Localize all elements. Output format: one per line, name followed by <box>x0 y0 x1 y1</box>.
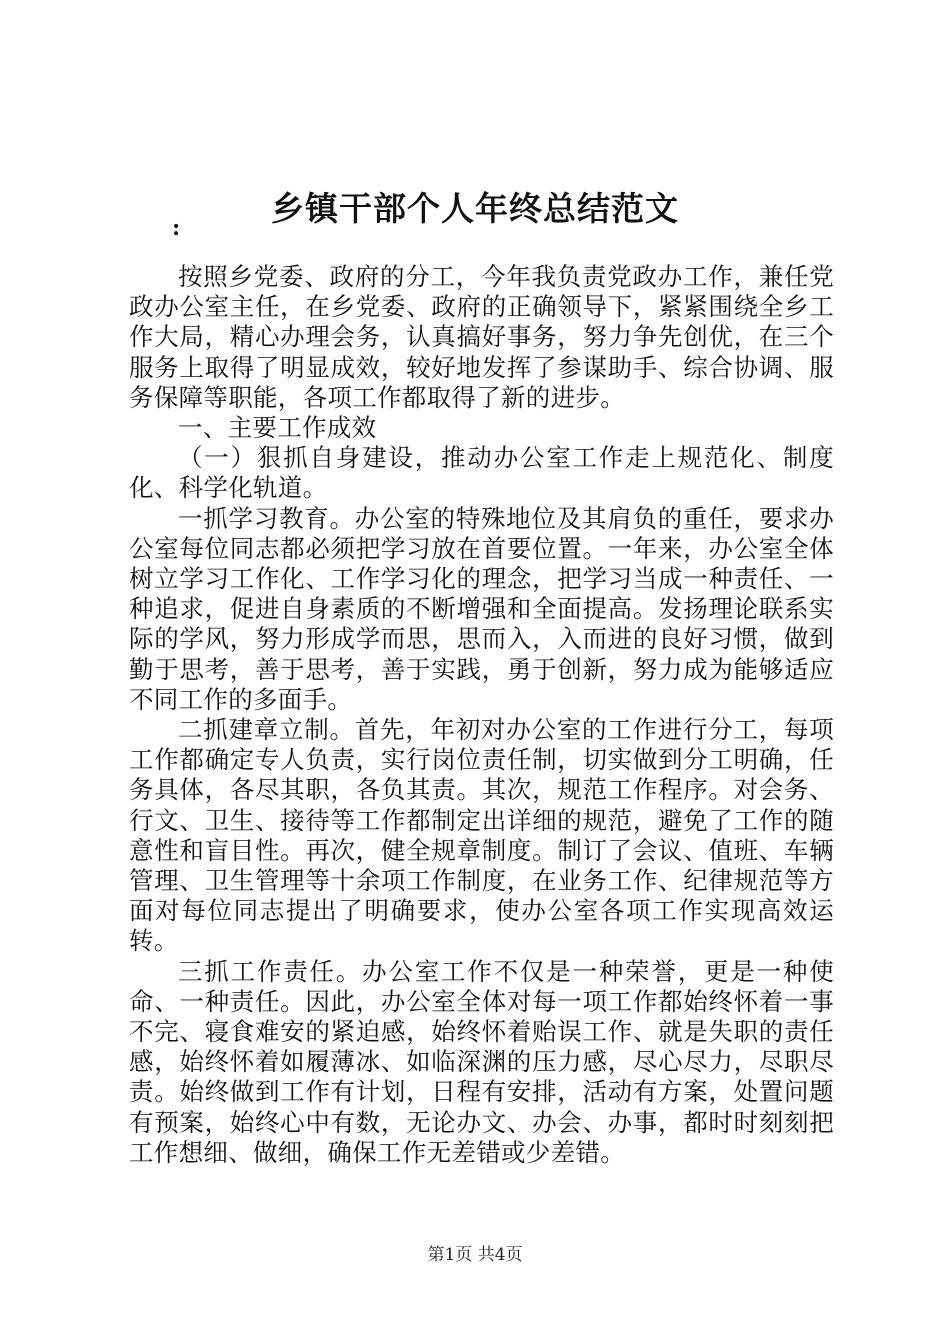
page-footer: 第1页 共4页 <box>427 1245 523 1265</box>
body-paragraph-rules: 二抓建章立制。首先，年初对办公室的工作进行分工，每项工作都确定专人负责，实行岗位责任制，切实做到分工明确，任务具体，各尽其职，各负其责。其次，规范工作程序。对会务、行文、卫生、接待等工作都制定出详细的规范，避免了工作的随意性和盲目性。再次，健全规章制度。制订了会议、值班、车辆管理、卫生管理等十余项工作制度，在业务工作、纪律规范等方面对每位同志提出了明确要求，使办公室各项工作实现高效运转。 <box>129 715 834 956</box>
section-heading: 一、主要工作成效 <box>178 413 377 443</box>
body-paragraph-responsibility: 三抓工作责任。办公室工作不仅是一种荣誉，更是一种使命、一种责任。因此，办公室全体对每一项工作都始终怀着一事不完、寝食难安的紧迫感，始终怀着贻误工作、就是失职的责任感，始终怀着如履薄冰、如临深渊的压力感，尽心尽力，尽职尽责。始终做到工作有计划，日程有安排，活动有方案，处置问题有预案，始终心中有数，无论办文、办会、办事，都时时刻刻把工作想细、做细，确保工作无差错或少差错。 <box>129 956 834 1167</box>
document-title: 乡镇干部个人年终总结范文 <box>271 189 679 228</box>
intro-paragraph: 按照乡党委、政府的分工，今年我负责党政办工作，兼任党政办公室主任，在乡党委、政府的正确领导下，紧紧围绕全乡工作大局，精心办理会务，认真搞好事务，努力争先创优，在三个服务上取得了明显成效，较好地发挥了参谋助手、综合协调、服务保障等职能，各项工作都取得了新的进步。 <box>129 262 834 412</box>
body-paragraph-study: 一抓学习教育。办公室的特殊地位及其肩负的重任，要求办公室每位同志都必须把学习放在首要位置。一年来，办公室全体树立学习工作化、工作学习化的理念，把学习当成一种责任、一种追求，促进自身素质的不断增强和全面提高。发扬理论联系实际的学风，努力形成学而思，思而入，入而进的良好习惯，做到勤于思考，善于思考，善于实践，勇于创新，努力成为能够适应不同工作的多面手。 <box>129 503 834 714</box>
subtitle-colon: : <box>172 215 181 241</box>
subsection-heading: （一）狠抓自身建设，推动办公室工作走上规范化、制度化、科学化轨道。 <box>129 443 834 503</box>
document-body <box>129 262 834 1168</box>
